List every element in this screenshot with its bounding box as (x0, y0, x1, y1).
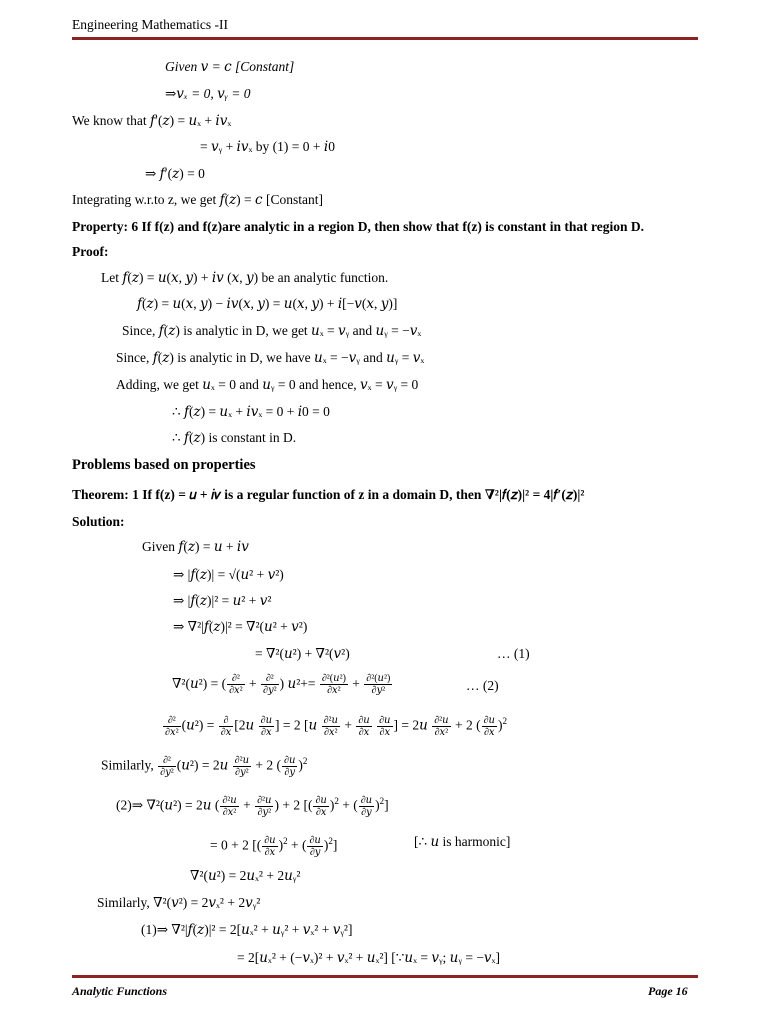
footer-chapter: Analytic Functions (72, 984, 168, 998)
line-similarly-v2: Similarly, ∇²(𝑣²) = 2𝑣ₓ² + 2𝑣ᵧ² (97, 895, 261, 910)
line-since-f: Since, 𝑓(𝑧) is analytic in D, we get 𝑢ₓ = 𝑣ᵧ and 𝑢ᵧ = −𝑣ₓ (122, 323, 422, 338)
equation-2-laplacian-u2: ∇²(𝑢²) = ( $\frac{\text{∂²}}{\text{∂𝑥²}}$ + $\frac{\text{∂²}}{\text{∂𝑦²}}$ ) 𝑢²+= $\frac{\text{∂²(𝑢²)}}{\text{∂𝑥²}}$ + $\frac{\text{∂²(𝑢²)}}{\text{∂𝑦²}}$ (172, 673, 391, 697)
equation-number-1: … (1) (497, 646, 530, 661)
line-given-f: Given 𝑓(𝑧) = 𝑢 + 𝑖𝑣 (142, 539, 249, 554)
line-therefore-f: ∴ 𝑓(𝑧) = 𝑢ₓ + 𝑖𝑣ₓ = 0 + 𝑖0 = 0 (172, 404, 330, 419)
similarly-label: Similarly, (101, 757, 154, 773)
proof-label: Proof: (72, 244, 109, 259)
equation-number-2: … (2) (466, 678, 499, 693)
footer-rule (72, 975, 698, 978)
line-eq1-substituted: (1)⇒ ∇²|𝑓(𝑧)|² = 2[𝑢ₓ² + 𝑢ᵧ² + 𝑣ₓ² + 𝑣ᵧ²] (141, 922, 353, 937)
line-conj-f: 𝑓(𝑧) = 𝑢(𝑥, 𝑦) − 𝑖𝑣(𝑥, 𝑦) = 𝑢(𝑥, 𝑦) + 𝑖[−𝑣(𝑥, 𝑦)] (137, 296, 398, 311)
line-vx-vy: ⇒𝑣ₓ = 0, 𝑣ᵧ = 0 (165, 86, 251, 101)
line-fprime-zero: ⇒ 𝑓′(𝑧) = 0 (145, 166, 205, 181)
harmonic-note: [∴ 𝑢 is harmonic] (414, 834, 511, 849)
property-6-heading: Property: 6 If f(z) and f(z)are analytic in a region D, then show that f(z) is constant in that region D. (72, 219, 644, 234)
line-laplacian-f: ⇒ ∇²|𝑓(𝑧)|² = ∇²(𝑢² + 𝑣²) (173, 619, 308, 634)
line-cauchy-riemann-sub: = 2[𝑢ₓ² + (−𝑣ₓ)² + 𝑣ₓ² + 𝑢ₓ²] [∵𝑢ₓ = 𝑣ᵧ; 𝑢ᵧ = −𝑣ₓ] (237, 950, 500, 965)
section-heading: Problems based on properties (72, 457, 256, 473)
header-rule (72, 37, 698, 40)
line-given-v: Given 𝑣 = 𝑐 [Constant] (165, 59, 295, 74)
theorem-1-heading: Theorem: 1 If f(z) = 𝑢 + 𝑖𝑣 is a regular function of z in a domain D, then ∇²|𝑓(𝑧)|² = 4|𝑓′(𝑧)|² (72, 487, 585, 502)
page-header-title: Engineering Mathematics -II (72, 17, 228, 32)
equation-d2-dx2-u2: $\frac{\text{∂²}}{\text{∂𝑥²}}$ (𝑢²) = $\frac{\partial}{\text{∂𝑥}}$ [2𝑢 $\frac{\text{∂𝑢}}{\text{∂𝑥}}$ ] = 2 [𝑢 $\frac{\text{∂²𝑢}}{\text{∂𝑥²}}$ + $\frac{\text{∂𝑢}}{\text{∂𝑥}}$ $\frac{\text{∂𝑢}}{\text{∂𝑥}}$ ] = 2𝑢 $\frac{\text{∂²𝑢}}{\text{∂𝑥²}}$ + 2 ( $\frac{\text{∂𝑢}}{\text{∂𝑥}}$ )$^2$ (165, 714, 507, 738)
footer-page-number: Page 16 (648, 984, 688, 998)
line-adding: Adding, we get 𝑢ₓ = 0 and 𝑢ᵧ = 0 and hence, 𝑣ₓ = 𝑣ᵧ = 0 (116, 377, 419, 392)
line-eq2-expanded: (2)⇒ ∇²(𝑢²) = 2𝑢 ( $\frac{\text{∂²𝑢}}{\text{∂𝑥²}}$ + $\frac{\text{∂²𝑢}}{\text{∂𝑦²}}$ ) + 2 [( $\frac{\text{∂𝑢}}{\text{∂𝑥}}$ )$^2$ + ( $\frac{\text{∂𝑢}}{\text{∂𝑦}}$ )$^2$] (116, 794, 389, 818)
line-constant-in-d: ∴ 𝑓(𝑧) is constant in D. (172, 430, 297, 445)
line-laplacian-sum: = ∇²(𝑢²) + ∇²(𝑣²) (255, 646, 350, 661)
solution-label: Solution: (72, 514, 125, 529)
line-harmonic-step: = 0 + 2 [( $\frac{\text{∂𝑢}}{\text{∂𝑥}}$ )$^2$ + ( $\frac{\text{∂𝑢}}{\text{∂𝑦}}$ )$^2$] (210, 834, 338, 858)
line-since-conj-f: Since, 𝑓(𝑧) is analytic in D, we have 𝑢ₓ = −𝑣ᵧ and 𝑢ᵧ = 𝑣ₓ (116, 350, 425, 365)
line-by-1: = 𝑣ᵧ + 𝑖𝑣ₓ by (1) = 0 + 𝑖0 (200, 139, 335, 154)
line-abs-f-squared: ⇒ |𝑓(𝑧)|² = 𝑢² + 𝑣² (173, 593, 272, 608)
line-let-f: Let 𝑓(𝑧) = 𝑢(𝑥, 𝑦) + 𝑖𝑣 (𝑥, 𝑦) be an analytic function. (101, 270, 389, 285)
line-integrating: Integrating w.r.to z, we get 𝑓(𝑧) = 𝑐 [Constant] (72, 192, 323, 207)
line-we-know: We know that 𝑓′(𝑧) = 𝑢ₓ + 𝑖𝑣ₓ (72, 113, 232, 128)
line-similarly-y: Similarly, $\frac{\text{∂²}}{\text{∂𝑦²}}$ (𝑢²) = 2𝑢 $\frac{\text{∂²𝑢}}{\text{∂𝑦²}}$ + 2 ( $\frac{\text{∂𝑢}}{\text{∂𝑦}}$ )$^2$ (101, 754, 308, 778)
eq2-implies-label: (2)⇒ (116, 797, 144, 813)
line-laplacian-u2-result: ∇²(𝑢²) = 2𝑢ₓ² + 2𝑢ᵧ² (190, 868, 301, 883)
line-abs-f: ⇒ |𝑓(𝑧)| = √(𝑢² + 𝑣²) (173, 567, 284, 582)
